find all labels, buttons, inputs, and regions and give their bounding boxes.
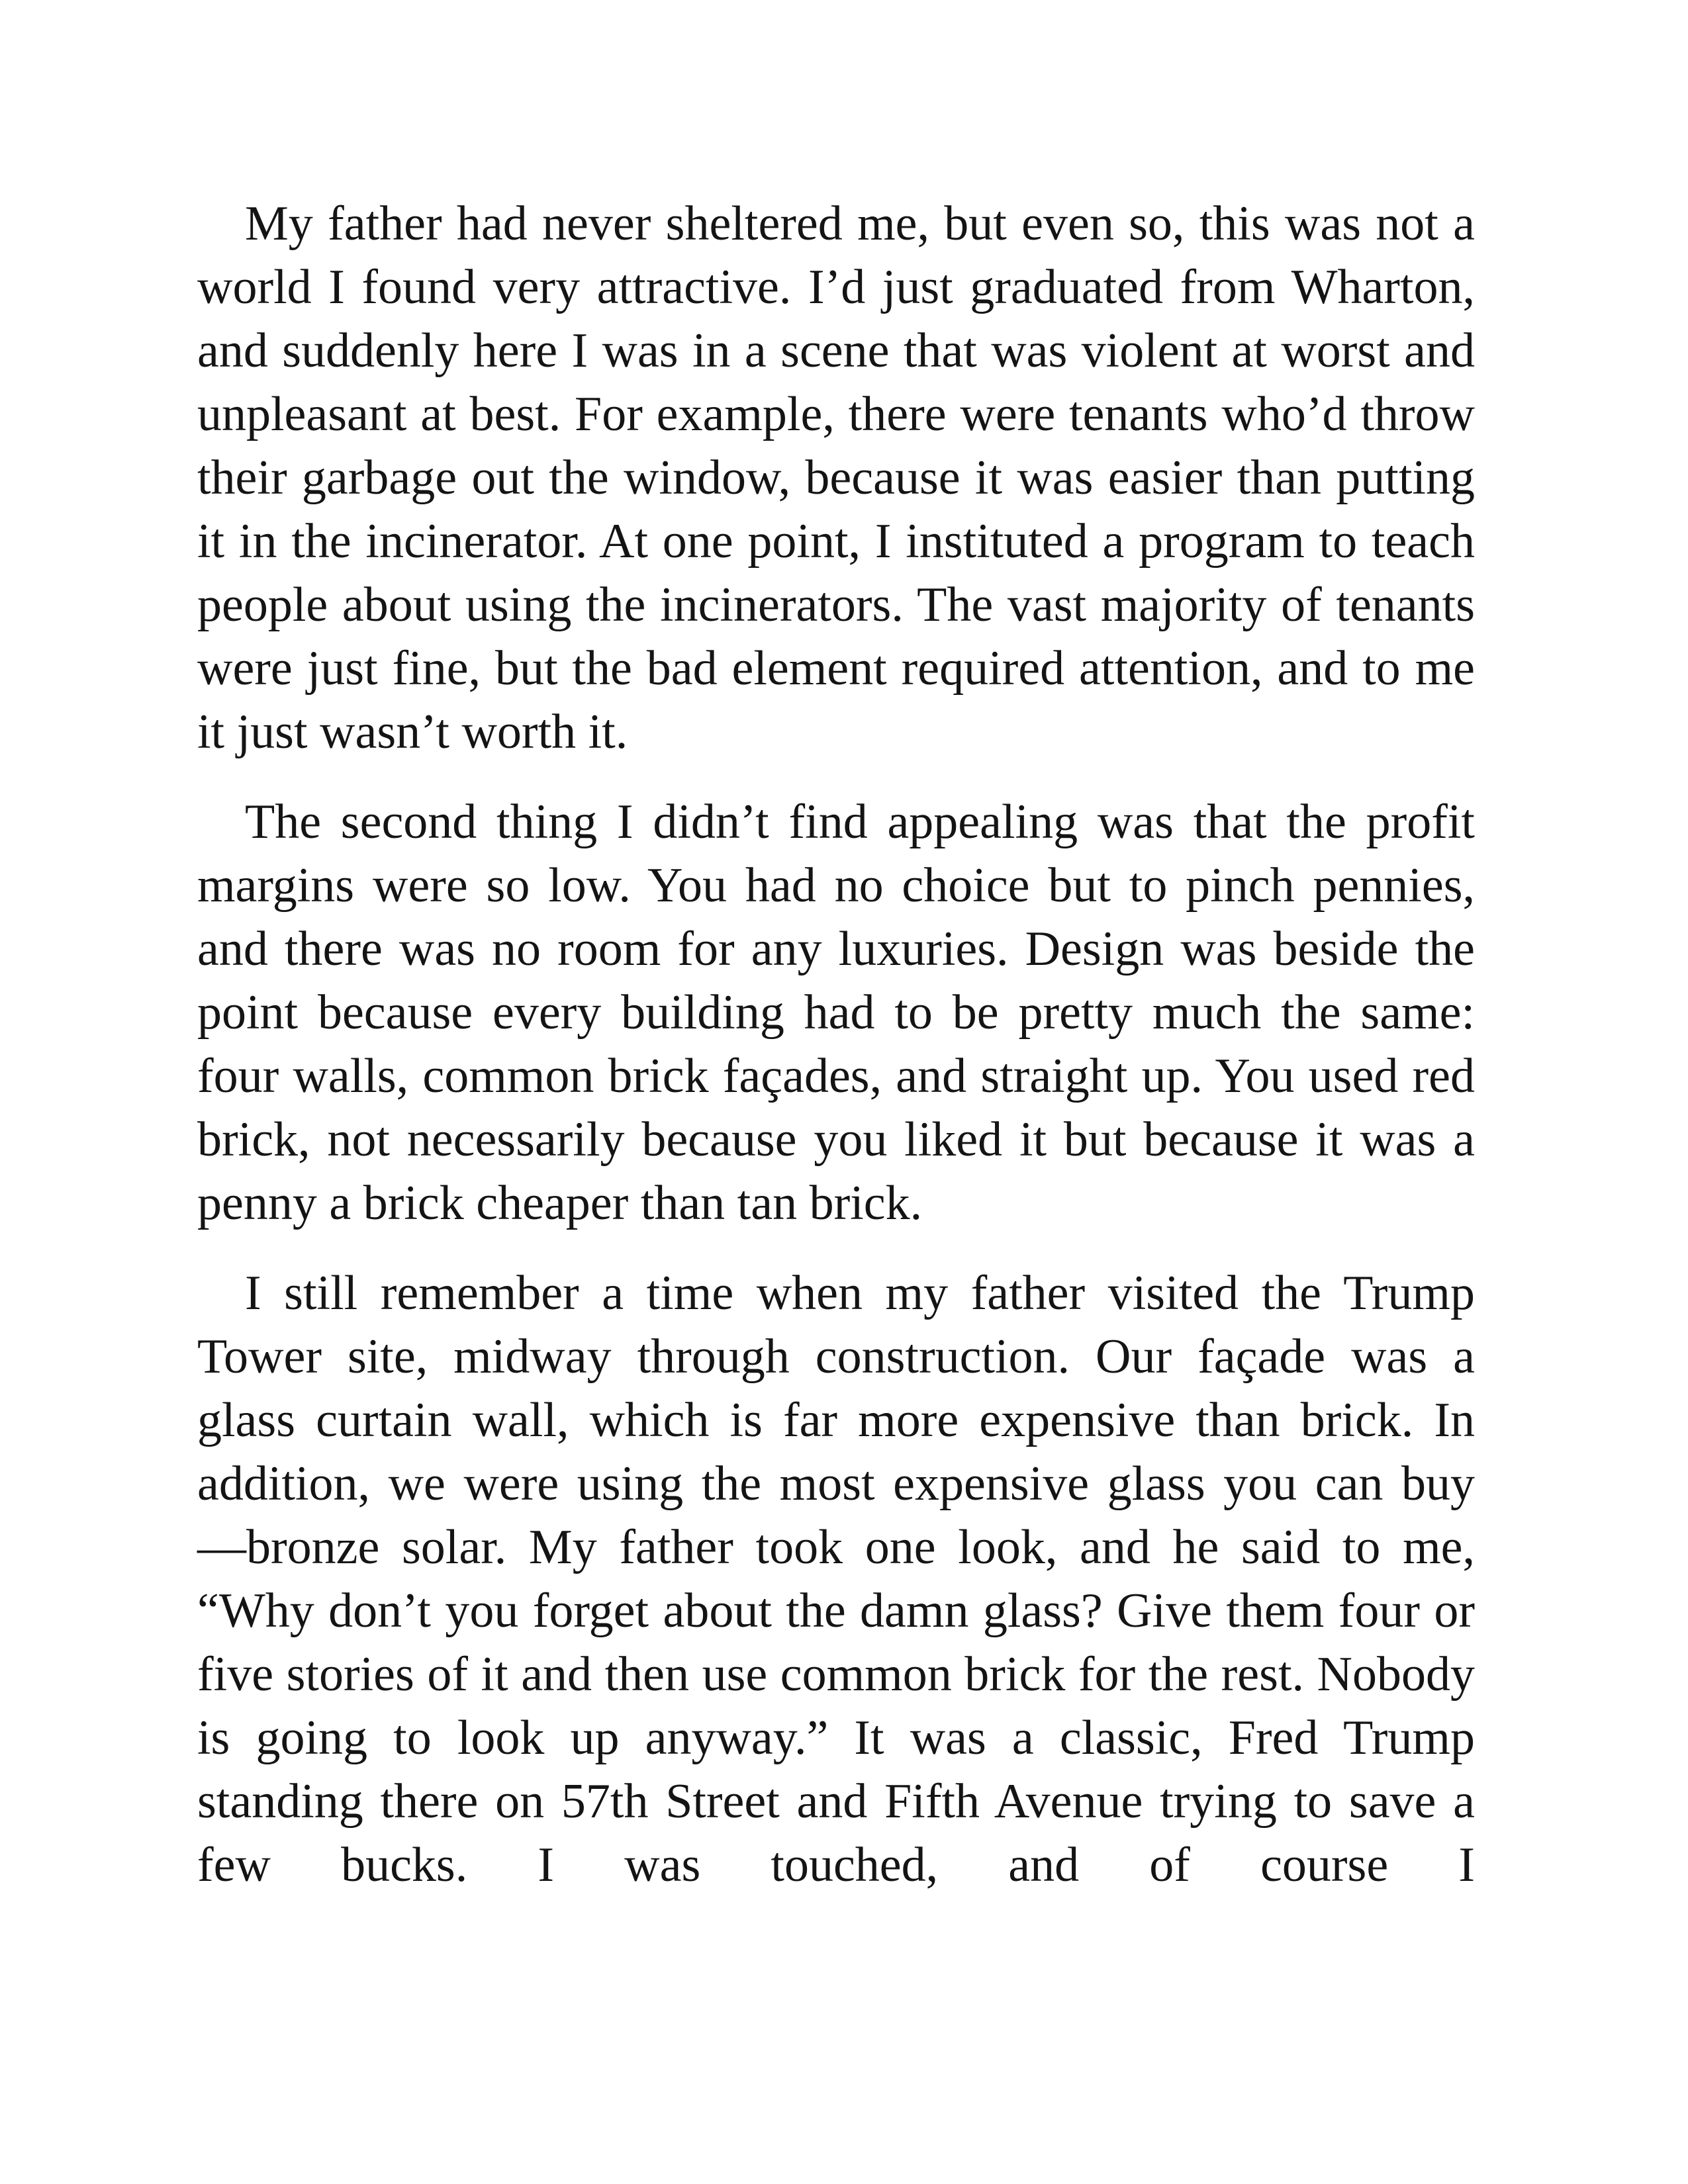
paragraph-2: The second thing I didn’t find appealing was that the profit margins were so low. You had no choice but to pinch pennies, and there was no room for any luxuries. Design was beside the point because every building had to be pretty much the same: four walls, common brick façades, and straight up. You used red brick, not necessarily because you liked it but because it was a penny a brick cheaper than tan brick.	[197, 795, 1475, 1230]
book-page	[197, 192, 1475, 1897]
paragraph-1: My father had never sheltered me, but even so, this was not a world I found very attractive. I’d just graduated from Wharton, and suddenly here I was in a scene that was violent at worst and unpleasant at best. For example, there were tenants who’d throw their garbage out the window, because it was easier than putting it in the incinerator. At one point, I instituted a program to teach people about using the incinerators. The vast majority of tenants were just fine, but the bad element required attention, and to me it just wasn’t worth it.	[197, 197, 1475, 759]
paragraph-3: I still remember a time when my father visited the Trump Tower site, midway through construction. Our façade was a glass curtain wall, which is far more expensive than brick. In addition, we were using the most expensive glass you can buy —bronze solar. My father took one look, and he said to me, “Why don’t you forget about the damn glass? Give them four or five stories of it and then use common brick for the rest. Nobody is going to look up anyway.” It was a classic, Fred Trump standing there on 57th Street and Fifth Avenue trying to save a few bucks. I was touched, and of course I	[197, 1266, 1475, 1892]
